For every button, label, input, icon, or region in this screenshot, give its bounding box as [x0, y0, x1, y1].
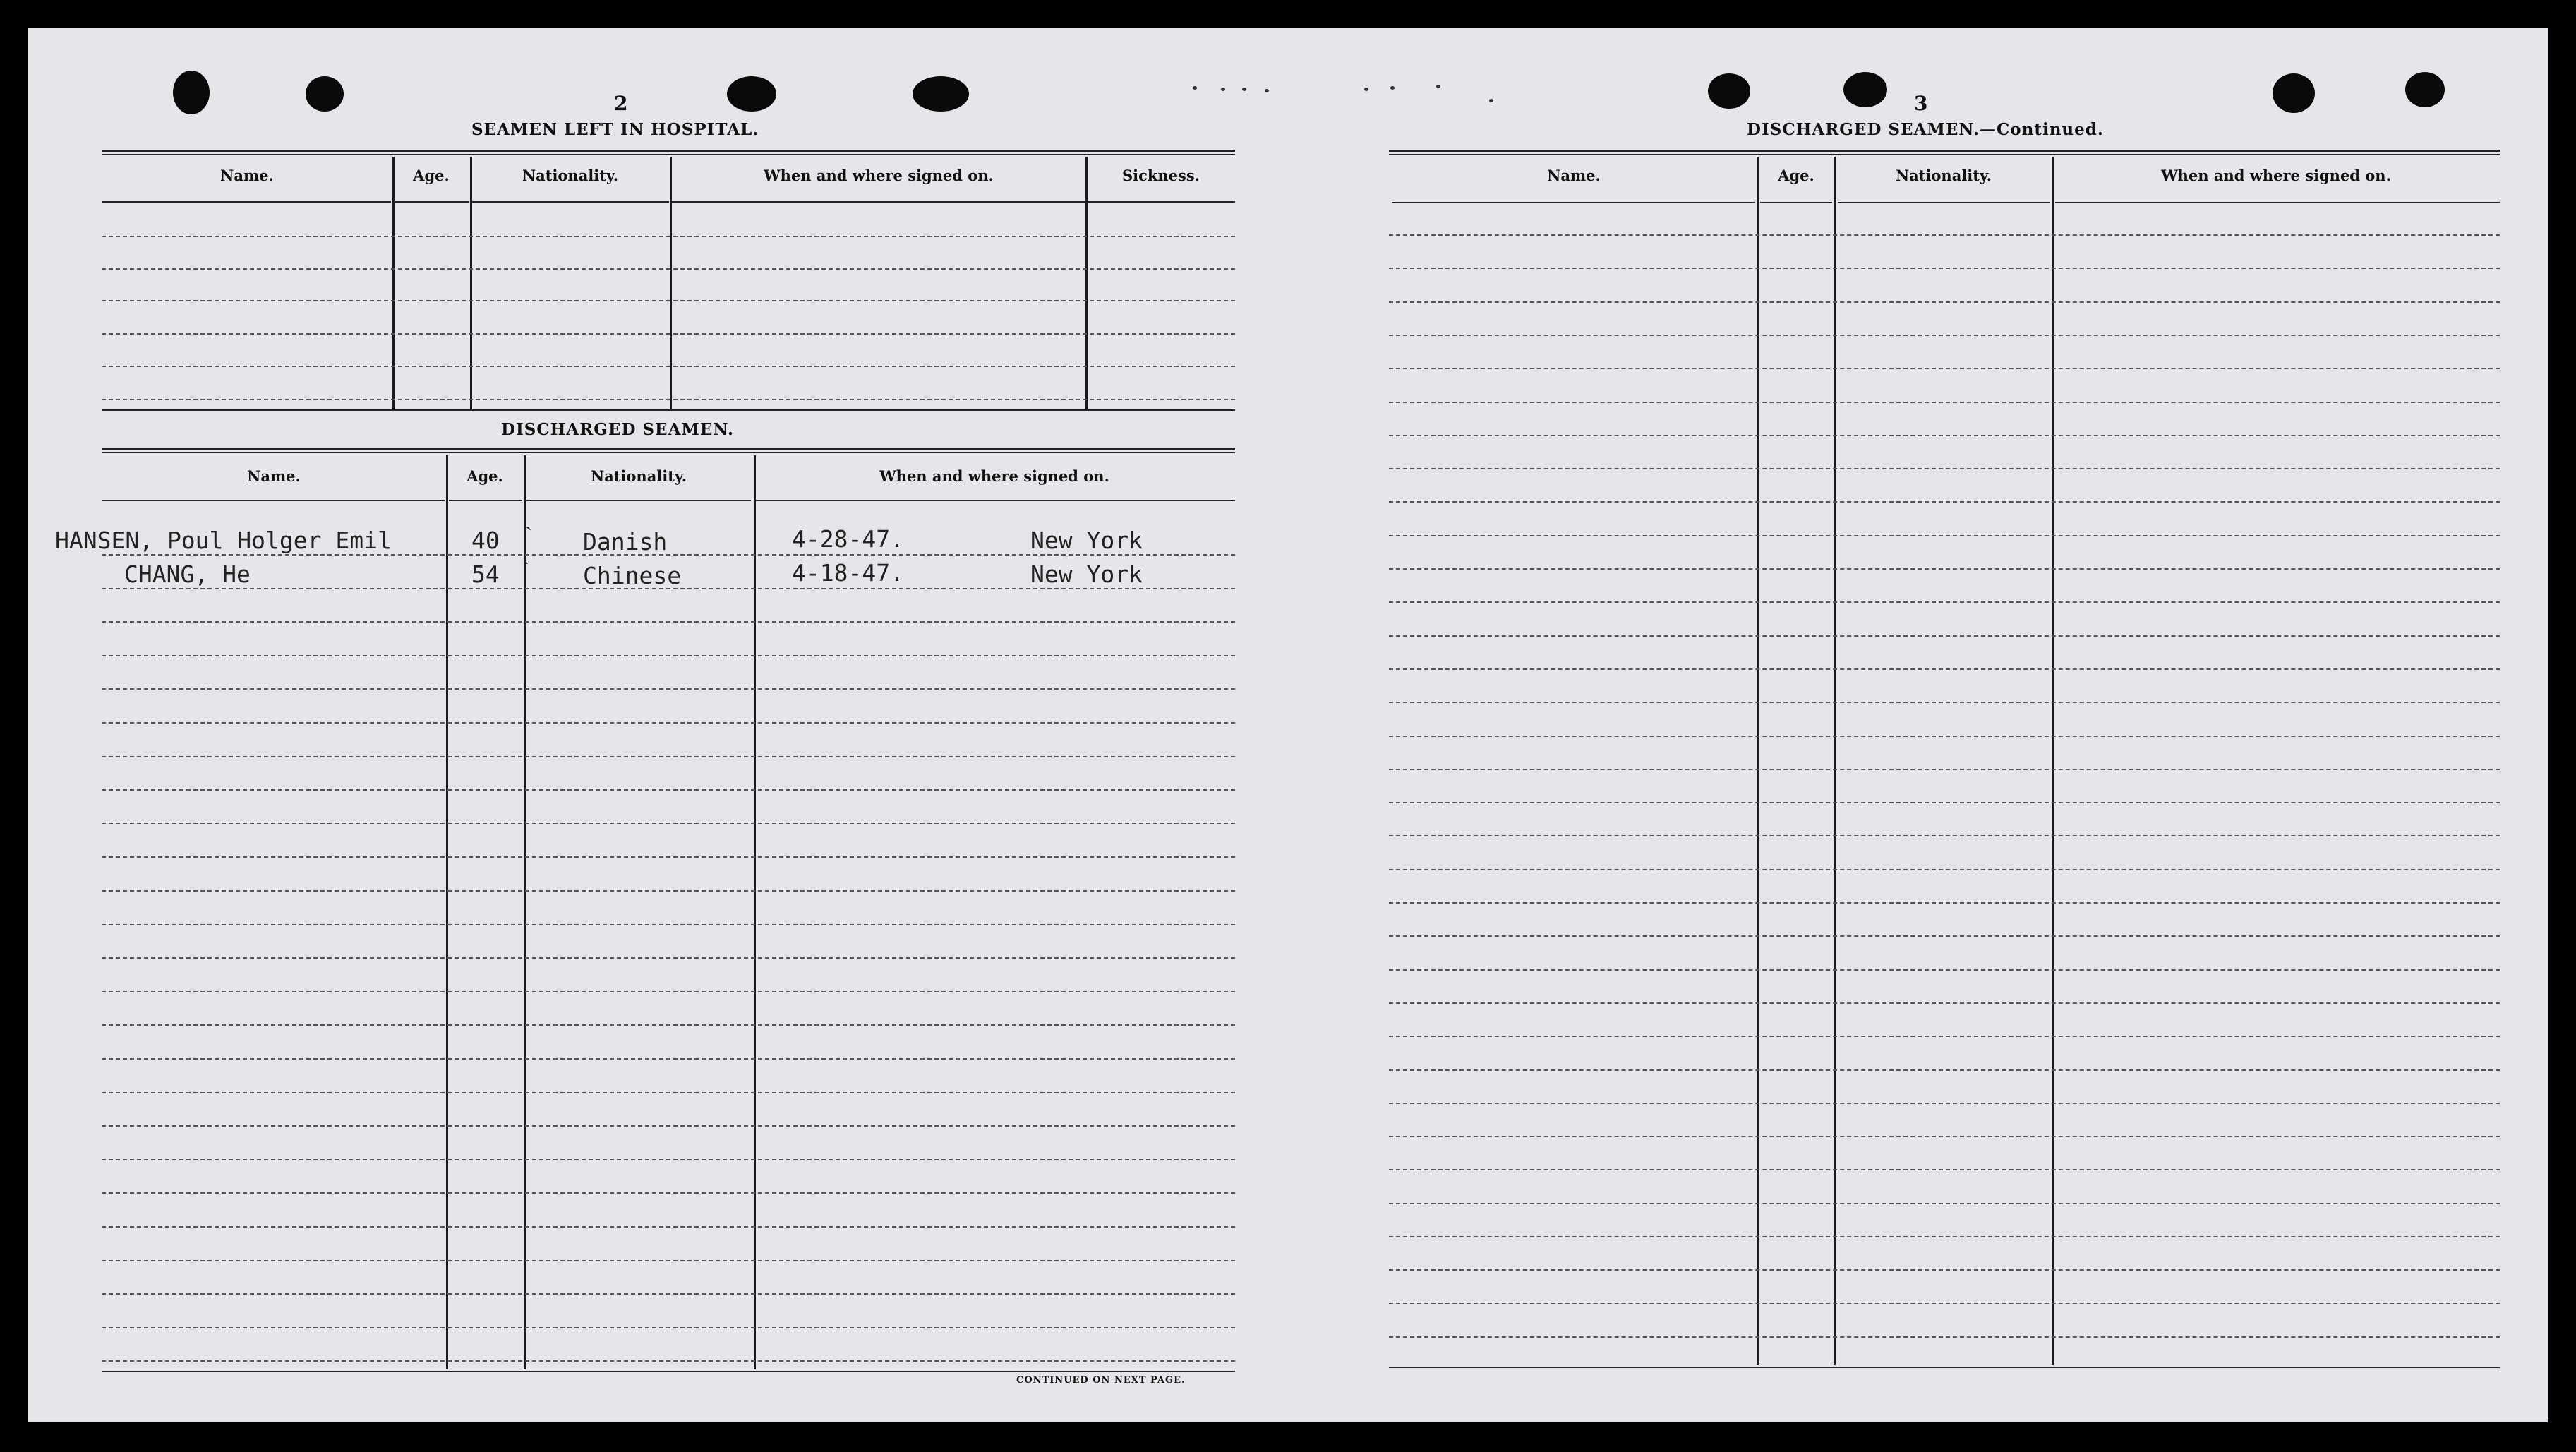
punch-hole: [173, 71, 210, 114]
header-underline: [755, 500, 1235, 501]
entry-age: 54: [471, 560, 500, 588]
header-underline: [449, 500, 522, 501]
row-line: [102, 1260, 1235, 1261]
entry-date: 4-28-47.: [792, 525, 904, 553]
header-underline: [672, 201, 1085, 203]
discharged-col-nationality: Nationality.: [590, 467, 687, 485]
row-line: [1389, 1002, 2500, 1004]
row-line: [1389, 1136, 2500, 1137]
header-underline: [2055, 202, 2500, 203]
column-divider: [1834, 157, 1836, 1365]
entry-date: 4-18-47.: [792, 559, 904, 587]
row-line: [102, 655, 1235, 656]
table-rule: [102, 154, 1235, 155]
row-line: [1389, 702, 2500, 703]
entry-place: New York: [1030, 527, 1143, 554]
row-line: [1389, 1069, 2500, 1071]
table-rule: [102, 448, 1235, 450]
row-line: [1389, 1103, 2500, 1104]
discharged-continued-title: DISCHARGED SEAMEN.—Continued.: [1747, 120, 2104, 139]
row-line: [102, 688, 1235, 690]
ink-speck: [1193, 86, 1197, 90]
row-line: [1389, 902, 2500, 904]
row-line: [102, 722, 1235, 724]
hospital-col-nationality: Nationality.: [522, 167, 619, 184]
hospital-col-sickness: Sickness.: [1121, 167, 1200, 184]
row-line: [1389, 668, 2500, 670]
header-underline: [1838, 202, 2050, 203]
punch-hole: [1843, 72, 1887, 107]
header-underline: [1088, 201, 1235, 203]
ink-speck: [1221, 88, 1225, 91]
entry-nationality: Chinese: [583, 562, 682, 589]
row-line: [102, 1058, 1235, 1060]
row-line: [102, 1293, 1235, 1295]
row-line: [102, 823, 1235, 824]
column-divider: [1757, 157, 1759, 1365]
header-underline: [471, 201, 669, 203]
right-col-signed-on: When and where signed on.: [2161, 167, 2391, 184]
row-line: [102, 1092, 1235, 1093]
row-line: [1389, 802, 2500, 803]
discharged-col-age: Age.: [467, 467, 503, 485]
header-underline: [1760, 202, 1832, 203]
punch-hole: [913, 76, 969, 112]
row-line: [1389, 736, 2500, 737]
row-line: [102, 399, 1235, 400]
entry-name: HANSEN, Poul Holger Emil: [55, 527, 392, 554]
row-line: [102, 333, 1235, 335]
header-underline: [102, 500, 445, 501]
column-divider: [446, 455, 448, 1369]
entry-age: 40: [471, 527, 500, 554]
row-line: [102, 1125, 1235, 1127]
discharged-section-title: DISCHARGED SEAMEN.: [501, 420, 734, 439]
right-col-name: Name.: [1547, 167, 1601, 184]
hospital-col-age: Age.: [413, 167, 450, 184]
ink-speck: [1436, 85, 1440, 88]
row-line: [1389, 869, 2500, 870]
row-line: [102, 991, 1235, 992]
row-line: [1389, 1269, 2500, 1271]
table-rule: [102, 409, 1235, 411]
row-line: [102, 621, 1235, 623]
column-divider: [754, 455, 756, 1369]
column-divider: [1085, 157, 1088, 411]
column-divider: [392, 157, 395, 411]
table-rule: [1389, 154, 2500, 155]
page-number-left: 2: [614, 92, 628, 115]
ink-speck: [1489, 99, 1493, 102]
entry-name: CHANG, He: [124, 560, 251, 588]
punch-hole: [2405, 72, 2445, 107]
punch-hole: [306, 76, 344, 112]
table-rule: [102, 1371, 1235, 1372]
row-line: [1389, 835, 2500, 836]
entry-place: New York: [1030, 560, 1143, 588]
row-line: [1389, 969, 2500, 971]
row-line: [102, 1327, 1235, 1328]
ink-speck: [1265, 89, 1269, 92]
table-rule: [1389, 1367, 2500, 1368]
row-line: [102, 1024, 1235, 1026]
row-line: [102, 1226, 1235, 1228]
entry-nationality: Danish: [583, 528, 668, 556]
right-col-age: Age.: [1778, 167, 1814, 184]
row-line: [102, 890, 1235, 892]
row-line: [102, 856, 1235, 858]
column-divider: [524, 455, 526, 1369]
row-line: [102, 366, 1235, 367]
row-line: [1389, 335, 2500, 336]
hospital-section-title: SEAMEN LEFT IN HOSPITAL.: [471, 120, 759, 139]
row-line: [102, 924, 1235, 925]
row-line: [102, 756, 1235, 757]
discharged-col-signed-on: When and where signed on.: [879, 467, 1109, 485]
punch-hole: [2273, 73, 2315, 113]
header-underline: [394, 201, 469, 203]
column-divider: [2052, 157, 2054, 1365]
document-sheet: [28, 28, 2548, 1422]
row-line: [1389, 1236, 2500, 1237]
row-line: [1389, 635, 2500, 637]
page-number-right: 3: [1914, 92, 1928, 115]
column-divider: [470, 157, 472, 411]
row-line: [1389, 468, 2500, 469]
row-line: [102, 236, 1235, 237]
table-rule: [102, 150, 1235, 152]
header-underline: [102, 201, 391, 203]
row-line: [1389, 1303, 2500, 1304]
punch-hole: [727, 76, 776, 112]
table-rule: [102, 452, 1235, 453]
row-line: [102, 268, 1235, 270]
row-line: [1389, 568, 2500, 570]
column-divider: [670, 157, 672, 411]
row-line: [102, 554, 1235, 556]
hospital-col-name: Name.: [220, 167, 274, 184]
row-line: [1389, 1169, 2500, 1170]
row-line: [1389, 935, 2500, 937]
table-rule: [1389, 150, 2500, 152]
row-line: [1389, 1203, 2500, 1204]
hospital-col-signed-on: When and where signed on.: [764, 167, 994, 184]
row-line: [1389, 368, 2500, 369]
row-line: [1389, 268, 2500, 269]
row-line: [102, 1360, 1235, 1362]
row-line: [1389, 769, 2500, 770]
row-line: [102, 957, 1235, 959]
header-underline: [1392, 202, 1755, 203]
row-line: [1389, 435, 2500, 436]
continued-footer: CONTINUED ON NEXT PAGE.: [1016, 1375, 1186, 1386]
row-line: [1389, 1036, 2500, 1037]
punch-hole: [1708, 73, 1750, 109]
row-line: [1389, 601, 2500, 603]
row-line: [102, 1192, 1235, 1194]
row-line: [1389, 501, 2500, 503]
check-mark: ˋ: [522, 556, 529, 581]
row-line: [1389, 1336, 2500, 1338]
header-underline: [526, 500, 751, 501]
right-col-nationality: Nationality.: [1895, 167, 1992, 184]
row-line: [1389, 301, 2500, 303]
ink-speck: [1364, 88, 1368, 91]
row-line: [102, 789, 1235, 791]
discharged-col-name: Name.: [247, 467, 301, 485]
ink-speck: [1390, 86, 1395, 90]
row-line: [102, 1159, 1235, 1160]
ink-speck: [1242, 88, 1246, 91]
check-mark: ˋ: [525, 522, 532, 547]
row-line: [1389, 402, 2500, 403]
row-line: [1389, 535, 2500, 536]
row-line: [1389, 234, 2500, 236]
row-line: [102, 300, 1235, 301]
